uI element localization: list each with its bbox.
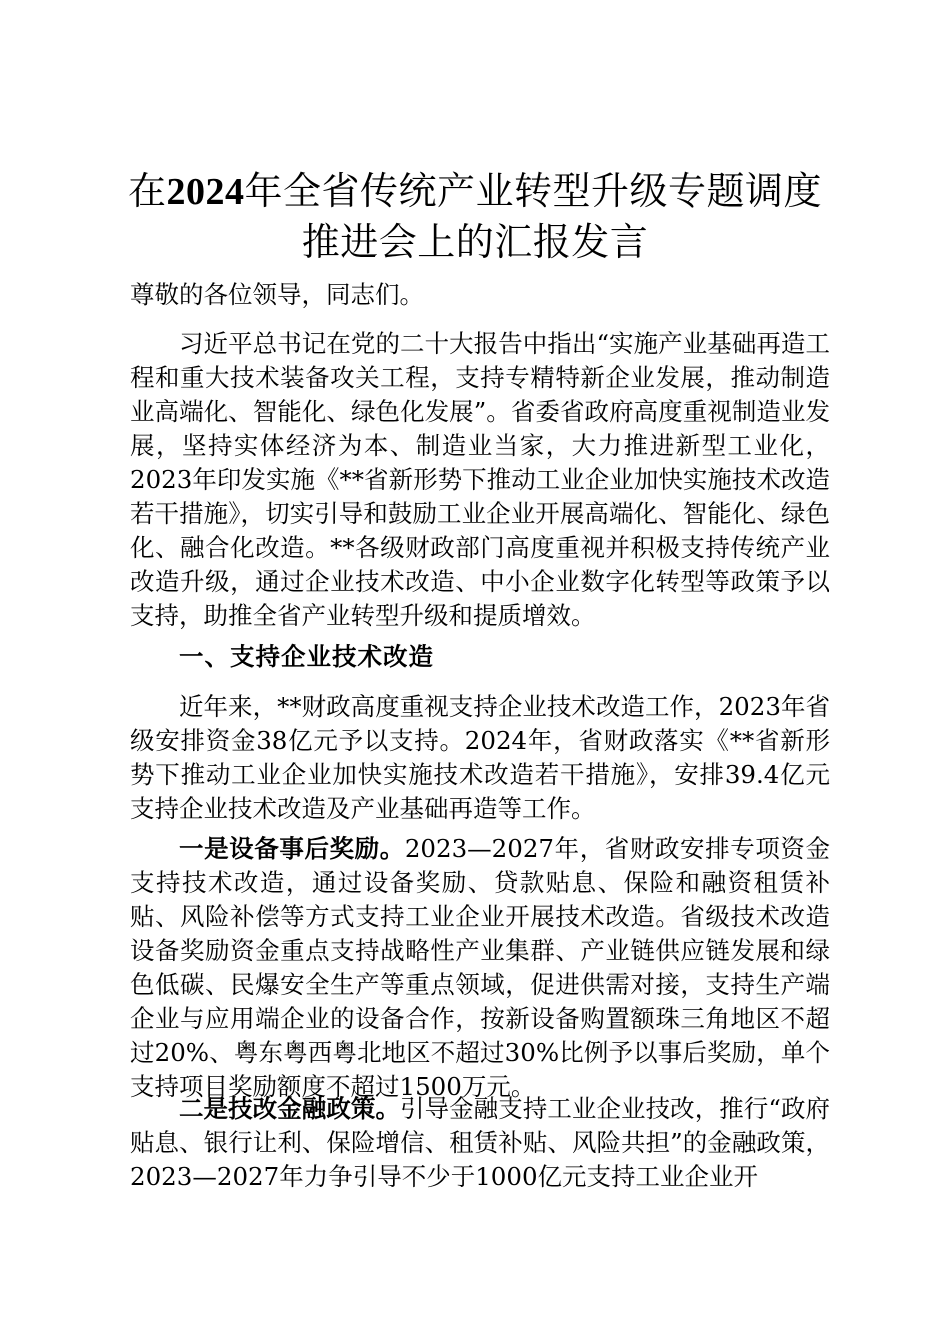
title-year: 2024 — [166, 171, 245, 213]
salutation: 尊敬的各位领导，同志们。 — [130, 280, 424, 309]
document-title — [120, 166, 830, 267]
paragraph-lead: 二是技改金融政策。 — [179, 1094, 401, 1123]
paragraph-intro: 习近平总书记在党的二十大报告中指出“实施产业基础再造工程和重大技术装备攻关工程，支持专精特新企业发展，推动制造业高端化、智能化、绿色化发展”。省委省政府高度重视制造业发展，坚持实体经济为本、制造业当家，大力推进新型工业化，2023年印发实施《**省新形势下推动工业企业加快实施技术改造若干措施》，切实引导和鼓励工业企业开展高端化、智能化、绿色化、融合化改造。**各级财政部门高度重视并积极支持传统产业改造升级，通过企业技术改造、中小企业数字化转型等政策予以支持，助推全省产业转型升级和提质增效。 — [130, 329, 830, 630]
title-rest: 年全省传统产业转型升级专题调度推进会上的汇报发言 — [244, 169, 823, 264]
paragraph-lead: 一是设备事后奖励。 — [179, 834, 405, 863]
paragraph-body: 引导金融支持工业企业技改，推行“政府贴息、银行让利、保险增信、租赁补贴、风险共担”的金融政策，2023—2027年力争引导不少于1000亿元支持工业企业开 — [130, 1094, 830, 1191]
section-heading: 一、支持企业技术改造 — [179, 642, 434, 671]
paragraph-body: 2023—2027年，省财政安排专项资金支持技术改造，通过设备奖励、贷款贴息、保险和融资租赁补贴、风险补偿等方式支持工业企业开展技术改造。省级技术改造设备奖励资金重点支持战略性产业集群、产业链供应链发展和绿色低碳、民爆安全生产等重点领域，促进供需对接，支持生产端企业与应用端企业的设备合作，按新设备购置额珠三角地区不超过20%、粤东粤西粤北地区不超过30%比例予以事后奖励，单个支持项目奖励额度不超过1500万元。 — [130, 834, 831, 1101]
paragraph-equipment-reward — [130, 832, 830, 1104]
paragraph-tech-upgrade: 近年来，**财政高度重视支持企业技术改造工作，2023年省级安排资金38亿元予以支持。2024年，省财政落实《**省新形势下推动工业企业加快实施技术改造若干措施》，安排39.4亿元支持企业技术改造及产业基础再造等工作。 — [130, 692, 830, 823]
paragraph-finance-policy — [130, 1092, 830, 1194]
title-prefix: 在 — [127, 169, 167, 213]
